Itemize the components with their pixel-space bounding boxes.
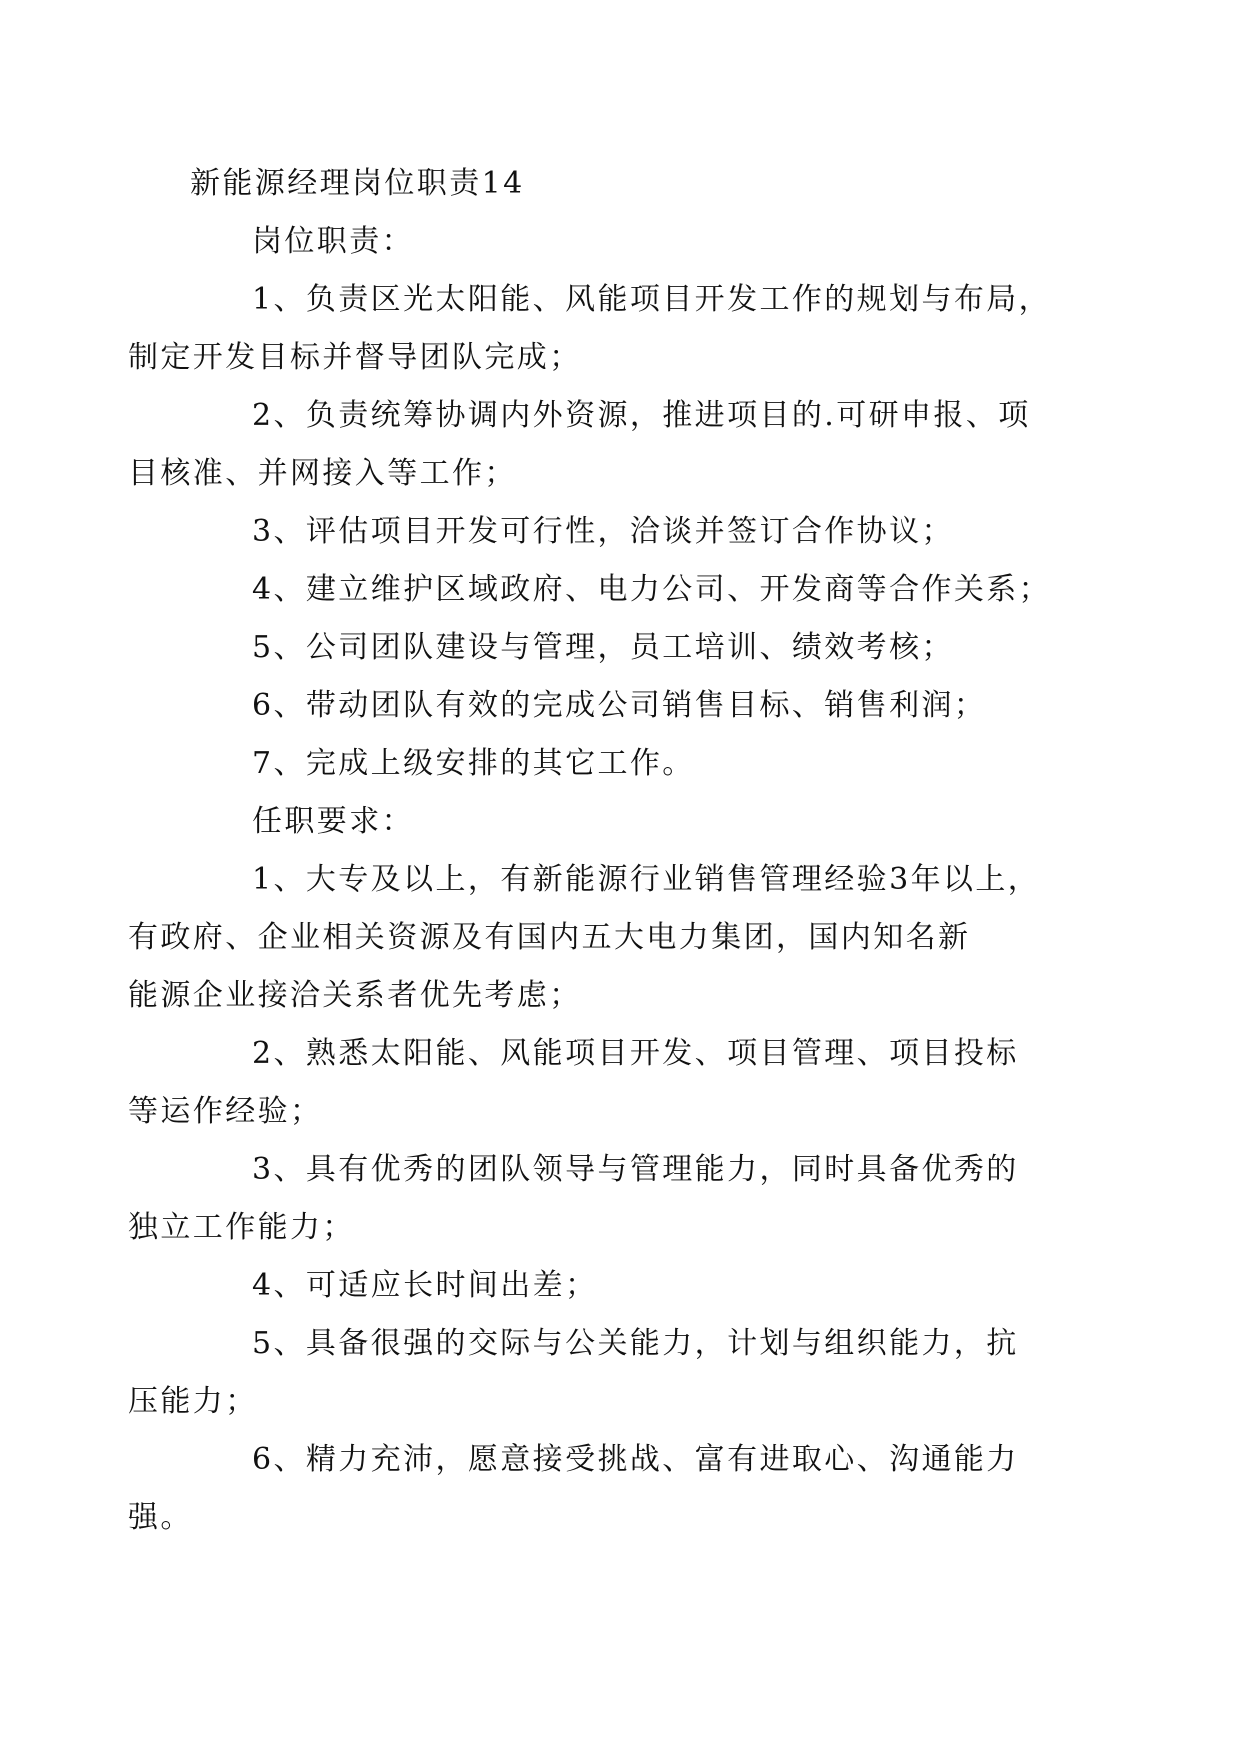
requirement-item-5-line-1: 5、具备很强的交际与公关能力，计划与组织能力，抗 — [252, 1326, 1019, 1361]
requirement-item-6 — [128, 1431, 1058, 1547]
requirement-item-1-line-1: 1、大专及以上，有新能源行业销售管理经验3年以上， — [252, 862, 1041, 897]
requirement-item-2-line-1: 2、熟悉太阳能、风能项目开发、项目管理、项目投标 — [252, 1036, 1019, 1071]
duty-item-2 — [128, 387, 1058, 503]
duty-item-3-line-1: 3、评估项目开发可行性，洽谈并签订合作协议； — [252, 514, 954, 549]
duty-item-5 — [190, 619, 1058, 677]
requirement-item-3-line-2: 独立工作能力； — [128, 1210, 355, 1245]
requirement-item-6-line-2: 强。 — [128, 1500, 193, 1535]
requirement-item-5 — [128, 1315, 1058, 1431]
duty-item-1 — [128, 271, 1058, 387]
section-heading-duties: 岗位职责： — [252, 224, 414, 259]
requirement-item-5-line-2: 压能力； — [128, 1384, 258, 1419]
requirement-item-1-line-2: 有政府、企业相关资源及有国内五大电力集团，国内知名新 — [128, 920, 971, 955]
requirement-item-2-line-2: 等运作经验； — [128, 1094, 323, 1129]
duty-item-4-line-1: 4、建立维护区域政府、电力公司、开发商等合作关系； — [252, 572, 1052, 607]
duty-item-2-line-1: 2、负责统筹协调内外资源，推进项目的.可研申报、项 — [252, 398, 1031, 433]
document-body — [128, 155, 1058, 1547]
duty-item-4 — [190, 561, 1058, 619]
requirement-item-6-line-1: 6、精力充沛，愿意接受挑战、富有进取心、沟通能力 — [252, 1442, 1019, 1477]
duty-item-6-line-1: 6、带动团队有效的完成公司销售目标、销售利润； — [252, 688, 987, 723]
duty-item-7 — [190, 735, 1058, 793]
duty-item-7-line-1: 7、完成上级安排的其它工作。 — [252, 746, 695, 781]
duty-item-1-line-2: 制定开发目标并督导团队完成； — [128, 340, 582, 375]
duty-item-6 — [190, 677, 1058, 735]
requirement-item-4-line-1: 4、可适应长时间出差； — [252, 1268, 598, 1303]
duty-item-5-line-1: 5、公司团队建设与管理，员工培训、绩效考核； — [252, 630, 954, 665]
requirement-item-3-line-1: 3、具有优秀的团队领导与管理能力，同时具备优秀的 — [252, 1152, 1019, 1187]
duty-item-1-line-1: 1、负责区光太阳能、风能项目开发工作的规划与布局， — [252, 282, 1052, 317]
requirement-item-4 — [190, 1257, 1058, 1315]
duty-item-3 — [190, 503, 1058, 561]
requirement-item-2 — [128, 1025, 1058, 1141]
requirement-item-1-line-3: 能源企业接洽关系者优先考虑； — [128, 978, 582, 1013]
duty-item-2-line-2: 目核准、并网接入等工作； — [128, 456, 517, 491]
section-heading-requirements: 任职要求： — [252, 804, 414, 839]
requirement-item-1 — [128, 851, 1058, 1025]
document-title: 新能源经理岗位职责14 — [190, 166, 525, 201]
requirement-item-3 — [128, 1141, 1058, 1257]
